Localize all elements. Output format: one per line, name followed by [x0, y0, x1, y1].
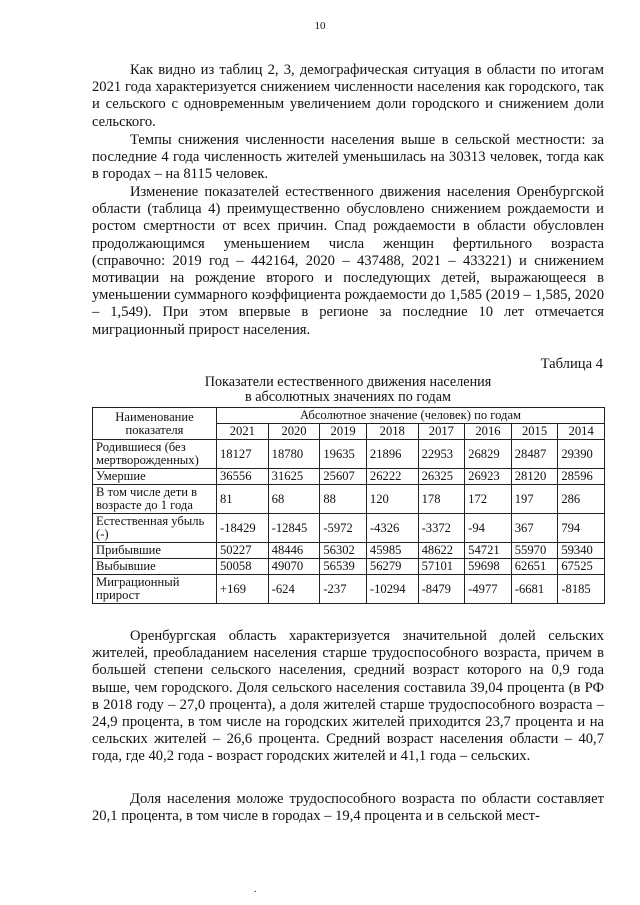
- table-cell: 26829: [465, 440, 512, 469]
- table-cell: -12845: [268, 514, 320, 543]
- table-cell: 56279: [366, 559, 418, 575]
- table-cell: 57101: [418, 559, 465, 575]
- row-indicator-name: Миграционный прирост: [93, 575, 217, 604]
- table-cell: 50058: [217, 559, 269, 575]
- table-cell: 67525: [558, 559, 605, 575]
- table-cell: 68: [268, 485, 320, 514]
- table-cell: +169: [217, 575, 269, 604]
- header-year-2015: 2015: [511, 424, 558, 440]
- table-cell: -8479: [418, 575, 465, 604]
- table-cell: -10294: [366, 575, 418, 604]
- table-cell: 26923: [465, 469, 512, 485]
- table-body: [93, 440, 605, 604]
- header-absolute-values: Абсолютное значение (человек) по годам: [217, 408, 605, 424]
- table-cell: -8185: [558, 575, 605, 604]
- row-indicator-name: Прибывшие: [93, 543, 217, 559]
- table-cell: 62651: [511, 559, 558, 575]
- table-cell: -4977: [465, 575, 512, 604]
- row-indicator-name: Выбывшие: [93, 559, 217, 575]
- header-year-2017: 2017: [418, 424, 465, 440]
- table-cell: 45985: [366, 543, 418, 559]
- table-cell: 36556: [217, 469, 269, 485]
- header-year-2016: 2016: [465, 424, 512, 440]
- table-cell: 49070: [268, 559, 320, 575]
- table-cell: 88: [320, 485, 367, 514]
- table-cell: 172: [465, 485, 512, 514]
- table-row: [93, 559, 605, 575]
- table-cell: 18127: [217, 440, 269, 469]
- table-cell: 178: [418, 485, 465, 514]
- table-label: Таблица 4: [540, 356, 603, 372]
- table-cell: 31625: [268, 469, 320, 485]
- table-cell: -5972: [320, 514, 367, 543]
- paragraph-natural-movement: Изменение показателей естественного движения населения Оренбургской области (таблица 4) преимущественно обусловлено снижением рождаемости и ростом смертности от всех причин. Спад рождаемости в области обусловлен продолжающимся уменьшением числа женщин фертильного возраста (справочно: 2019 год – 442164, 2020 – 437488, 2021 – 433221) и снижением мотивации на рождение второго и последующих детей, выражающееся в уменьшении суммарного коэффициента рождаемости до 1,585 (2019 – 1,585, 2020 – 1,549). При этом впервые в регионе за последние 10 лет отмечается миграционный прирост населения.: [92, 184, 604, 338]
- header-year-2018: 2018: [366, 424, 418, 440]
- table-cell: 22953: [418, 440, 465, 469]
- header-year-2019: 2019: [320, 424, 367, 440]
- table-title-line-2: в абсолютных значениях по годам: [244, 389, 451, 405]
- row-indicator-name: Естественная убыль (-): [93, 514, 217, 543]
- table-cell: -4326: [366, 514, 418, 543]
- row-indicator-name: Родившиеся (без мертворожденных): [93, 440, 217, 469]
- table-row: [93, 575, 605, 604]
- table-cell: 55970: [511, 543, 558, 559]
- table-cell: 120: [366, 485, 418, 514]
- table-cell: -94: [465, 514, 512, 543]
- page-number: 10: [314, 20, 326, 32]
- table-cell: -3372: [418, 514, 465, 543]
- table-cell: 794: [558, 514, 605, 543]
- table-cell: 21896: [366, 440, 418, 469]
- paragraph-rural-decline: Темпы снижения численности населения выше в сельской местности: за последние 4 года численность жителей уменьшилась на 30313 человек, тогда как в городах – на 8115 человек.: [92, 132, 604, 183]
- table-cell: 18780: [268, 440, 320, 469]
- header-year-2014: 2014: [558, 424, 605, 440]
- table-cell: 28596: [558, 469, 605, 485]
- table-cell: 367: [511, 514, 558, 543]
- table-cell: 26325: [418, 469, 465, 485]
- table-title: [92, 375, 604, 405]
- table-row: [93, 469, 605, 485]
- table-cell: 29390: [558, 440, 605, 469]
- population-movement-table: [92, 407, 605, 604]
- table-cell: 26222: [366, 469, 418, 485]
- table-row: [93, 543, 605, 559]
- header-indicator-name: Наименование показателя: [93, 408, 217, 440]
- table-cell: 50227: [217, 543, 269, 559]
- table-cell: 286: [558, 485, 605, 514]
- footer-mark: .: [254, 884, 257, 895]
- header-year-2021: 2021: [217, 424, 269, 440]
- table-cell: 48446: [268, 543, 320, 559]
- table-cell: -624: [268, 575, 320, 604]
- table-row: [93, 485, 605, 514]
- paragraph-demographic-situation: Как видно из таблиц 2, 3, демографическая ситуация в области по итогам 2021 года характеризуется снижением численности населения как городского, так и сельского с одновременным увеличением доли городского и снижением доли сельского.: [92, 62, 604, 130]
- table-row: [93, 440, 605, 469]
- table-cell: 28487: [511, 440, 558, 469]
- table-cell: 19635: [320, 440, 367, 469]
- paragraph-young-population: Доля населения моложе трудоспособного возраста по области составляет 20,1 процента, в том числе в городах – 19,4 процента и в сельской мест-: [92, 791, 604, 825]
- table-cell: 56302: [320, 543, 367, 559]
- table-cell: 54721: [465, 543, 512, 559]
- table-cell: -237: [320, 575, 367, 604]
- table-cell: -18429: [217, 514, 269, 543]
- row-indicator-name: Умершие: [93, 469, 217, 485]
- table-cell: 81: [217, 485, 269, 514]
- table-title-line-1: Показатели естественного движения населения: [204, 374, 492, 390]
- table-cell: 59698: [465, 559, 512, 575]
- table-cell: 197: [511, 485, 558, 514]
- table-cell: 48622: [418, 543, 465, 559]
- row-indicator-name: В том числе дети в возрасте до 1 года: [93, 485, 217, 514]
- table-cell: 59340: [558, 543, 605, 559]
- table-cell: 25607: [320, 469, 367, 485]
- header-year-2020: 2020: [268, 424, 320, 440]
- paragraph-rural-population: Оренбургская область характеризуется значительной долей сельских жителей, преобладанием населения старше трудоспособного возраста, причем в большей степени сельского населения, средний возраст которого на 0,9 года выше, чем городского. Доля сельского населения составила 39,04 процента (в РФ в 2018 году – 27,0 процента), а доля жителей старше трудоспособного возраста – 24,9 процента, в том числе на городских жителей приходится 23,7 процента и на сельских жителей – 26,6 процента. Средний возраст населения области – 40,7 года, где 40,2 года - возраст городских жителей и 41,1 года – сельских.: [92, 628, 604, 765]
- table-row: [93, 514, 605, 543]
- table-cell: -6681: [511, 575, 558, 604]
- table-cell: 28120: [511, 469, 558, 485]
- table-cell: 56539: [320, 559, 367, 575]
